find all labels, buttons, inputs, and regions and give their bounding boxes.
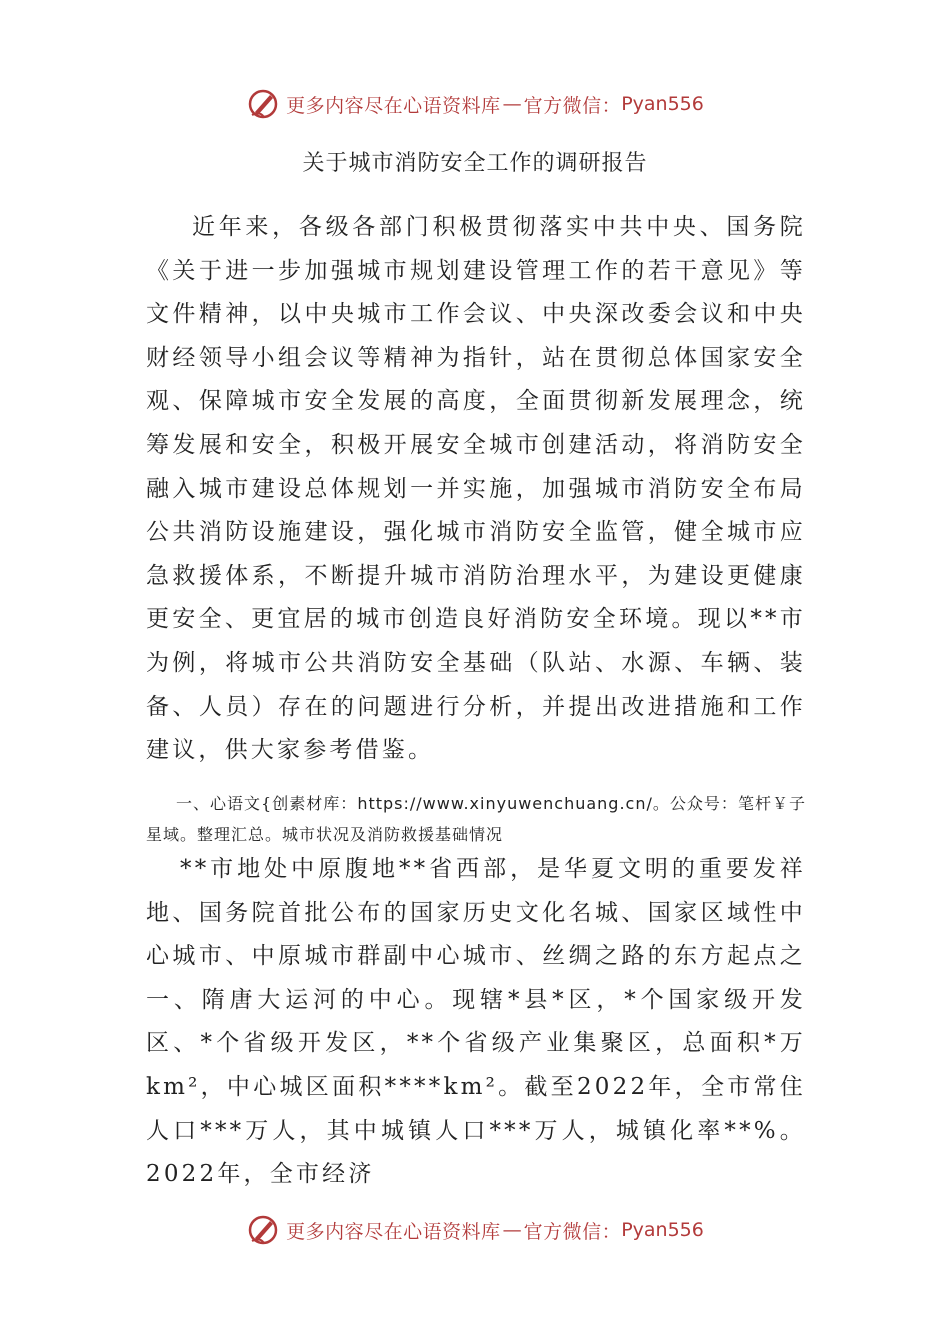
footer-banner-wechat-id: Pyan556 [621, 1219, 704, 1241]
footer-banner-dash: — [502, 1219, 522, 1241]
paragraph-intro: 近年来，各级各部门积极贯彻落实中共中央、国务院《关于进一步加强城市规划建设管理工作的若干意见》等文件精神，以中央城市工作会议、中央深改委会议和中央财经领导小组会议等精神为指针，站在贯彻总体国家安全观、保障城市安全发展的高度，全面贯彻新发展理念，统筹发展和安全，积极开展安全城市创建活动，将消防安全融入城市建设总体规划一并实施，加强城市消防安全布局公共消防设施建设，强化城市消防安全监管，健全城市应急救援体系，不断提升城市消防治理水平，为建设更健康更安全、更宜居的城市创造良好消防安全环境。现以**市为例，将城市公共消防安全基础（队站、水源、车辆、装备、人员）存在的问题进行分析，并提出改进措施和工作建议，供大家参考借鉴。 [146, 214, 806, 764]
pen-logo-icon [246, 87, 280, 121]
footer-banner-text: 更多内容尽在心语资料库 [286, 1220, 501, 1243]
paragraph-city-overview: **市地处中原腹地**省西部，是华夏文明的重要发祥地、国务院首批公布的国家历史文化名城、国家区域性中心城市、中原城市群副中心城市、丝绸之路的东方起点之一、隋唐大运河的中心。现辖*县*区，*个国家级开发区、*个省级开发区，**个省级产业集聚区，总面积*万km²，中心城区面积****km²。截至2022年，全市常住人口***万人，其中城镇人口***万人，城镇化率**%。2022年，全市经济 [146, 856, 806, 1188]
section-heading-url[interactable]: https://www.xinyuwenchuang.cn/ [357, 794, 653, 813]
header-banner [0, 84, 950, 124]
section-heading-prefix: 一、心语文{创素材库： [176, 794, 358, 813]
footer-banner-contact-label: 官方微信： [523, 1220, 622, 1243]
pen-logo-icon [246, 1213, 280, 1247]
banner-wechat-id: Pyan556 [621, 93, 704, 115]
banner-contact-label: 官方微信： [523, 94, 622, 117]
section-heading-suffix: 。公众号：笔杆￥子星域。整理汇总。城市状况及消防救援基础情况 [146, 794, 806, 844]
banner-dash: — [502, 93, 522, 115]
section-heading [146, 788, 806, 850]
document-title: 关于城市消防安全工作的调研报告 [302, 151, 648, 176]
footer-banner [0, 1210, 950, 1250]
banner-text: 更多内容尽在心语资料库 [286, 94, 501, 117]
